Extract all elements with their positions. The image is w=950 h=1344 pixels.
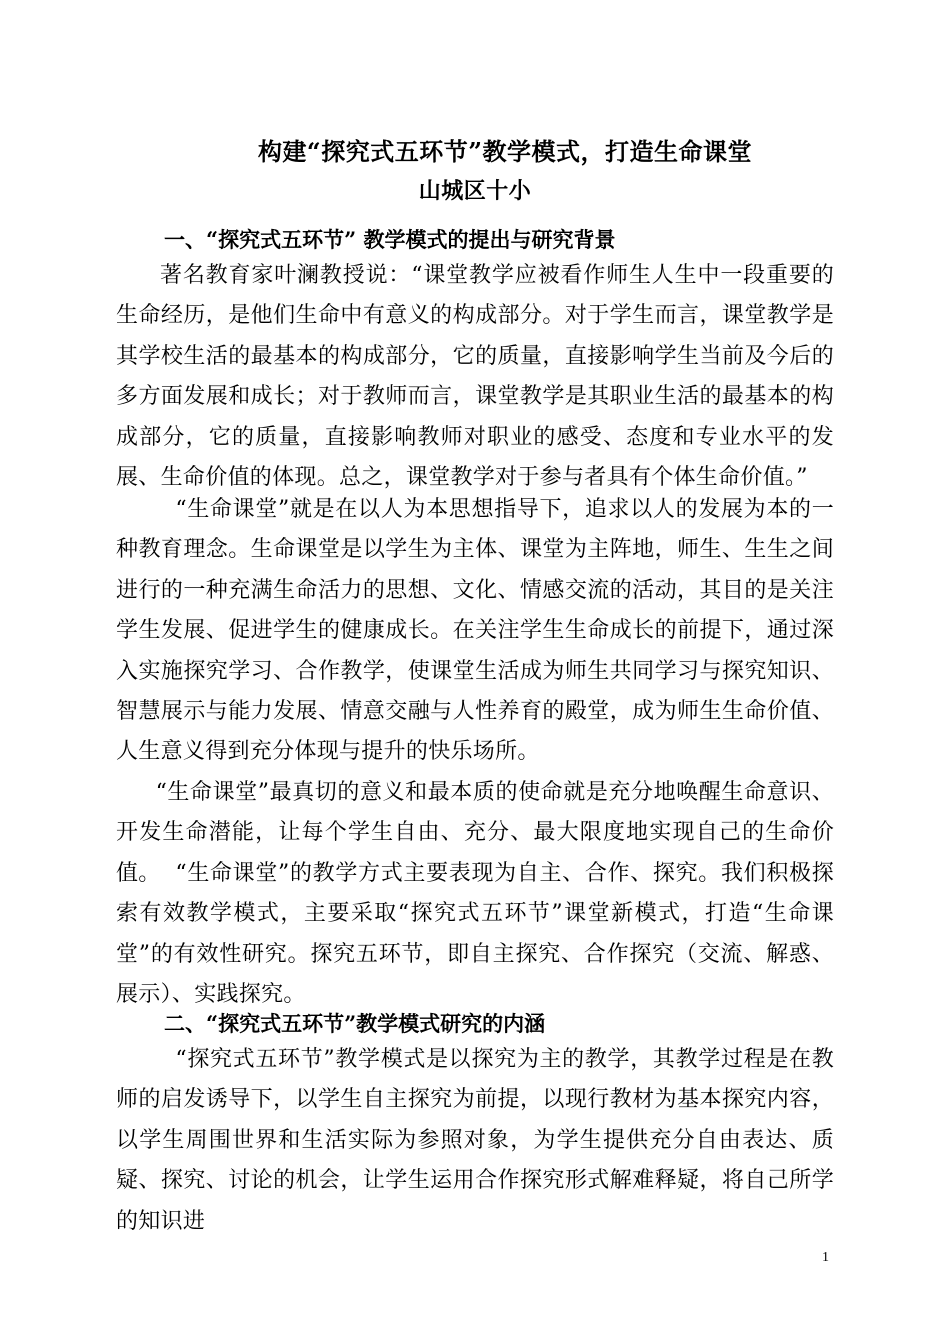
section-1-paragraph-1: 著名教育家叶澜教授说：“课堂教学应被看作师生人生中一段重要的生命经历，是他们生命中有意义的构成部分。对于学生而言，课堂教学是其学校生活的最基本的构成部分，它的质量，直接影响学生当前及今后的多方面发展和成长；对于教师而言，课堂教学是其职业生活的最基本的构成部分，它的质量，直接影响教师对职业的感受、态度和专业水平的发展、生命价值的体现。总之，课堂教学对于参与者具有个体生命价值。” xyxy=(116,263,834,491)
section-2-heading: 二、“探究式五环节”教学模式研究的内涵 xyxy=(164,1011,546,1036)
section-1-paragraph-4: “生命课堂”的教学方式主要表现为自主、合作、探究。我们积极探索有效教学模式，主要采取“探究式五环节”课堂新模式，打造“生命课堂”的有效性研究。探究五环节，即自主探究、合作探究（交流、解惑、展示）、实践探究。 xyxy=(116,861,834,1008)
section-1-paragraph-2: “生命课堂”就是在以人为本思想指导下，追求以人的发展为本的一种教育理念。生命课堂是以学生为主体、课堂为主阵地，师生、生生之间进行的一种充满生命活力的思想、文化、情感交流的活动，其目的是关注学生发展、促进学生的健康成长。在关注学生生命成长的前提下，通过深入实施探究学习、合作教学，使课堂生活成为师生共同学习与探究知识、智慧展示与能力发展、情意交融与人性养育的殿堂，成为师生生命价值、人生意义得到充分体现与提升的快乐场所。 xyxy=(116,497,834,765)
section-2-paragraph-1: “探究式五环节”教学模式是以探究为主的教学，其教学过程是在教师的启发诱导下，以学生自主探究为前提，以现行教材为基本探究内容，以学生周围世界和生活实际为参照对象，为学生提供充分自由表达、质疑、探究、讨论的机会，让学生运用合作探究形式解难释疑，将自己所学的知识进 xyxy=(116,1047,834,1234)
document-author: 山城区十小 xyxy=(418,178,532,204)
page-number: 1 xyxy=(822,1250,829,1265)
section-1-paragraph-3: “生命课堂”最真切的意义和最本质的使命就是充分地唤醒生命意识、开发生命潜能，让每个学生自由、充分、最大限度地实现自己的生命价值。 xyxy=(116,780,834,886)
section-1-heading: 一、“探究式五环节” 教学模式的提出与研究背景 xyxy=(164,227,616,252)
document-title: 构建“探究式五环节”教学模式，打造生命课堂 xyxy=(257,137,753,166)
